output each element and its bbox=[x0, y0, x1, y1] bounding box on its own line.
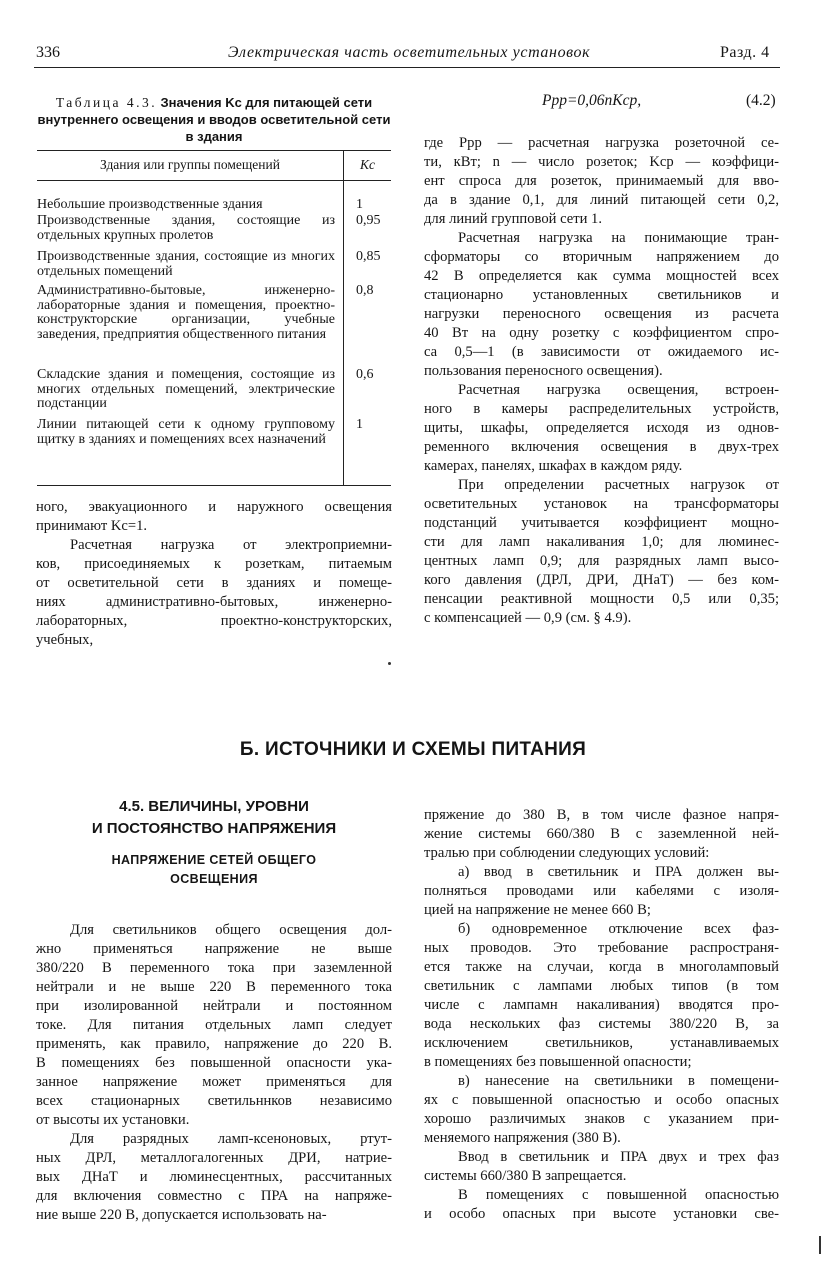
text-line: ременного включения освещения в двух-трех bbox=[424, 439, 779, 455]
table-top-rule bbox=[37, 150, 391, 151]
text-line: меняемого напряжения (380 В). bbox=[424, 1130, 621, 1146]
table-bottom-rule bbox=[37, 485, 391, 486]
text-line: исключением светильников, устанавливаемых bbox=[424, 1035, 779, 1051]
text-line: Ввод в светильник и ПРА двух и трех фаз bbox=[458, 1149, 779, 1165]
text-line: ного, эвакуационного и наружного освещения bbox=[36, 499, 392, 515]
text-line: да в здание 0,1, для линий питающей сети 0,2, bbox=[424, 192, 779, 208]
subsection-title-line: И ПОСТОЯНСТВО НАПРЯЖЕНИЯ bbox=[91, 820, 337, 837]
table-header-buildings: Здания или группы помещений bbox=[100, 157, 280, 172]
table-header-kc: Kс bbox=[360, 157, 375, 172]
text-line: ях с повышенной опасностью и особо опасных bbox=[424, 1092, 779, 1108]
text-line: ных ДРЛ, металлогалогенных ДРИ, натрие- bbox=[36, 1150, 392, 1166]
text-line: и особо опасных при высоте установки све- bbox=[424, 1206, 779, 1222]
text-line: При определении расчетных нагрузок от bbox=[458, 477, 779, 493]
table-header-rule bbox=[37, 180, 391, 181]
text-line: с компенсацией — 0,9 (см. § 4.9). bbox=[424, 610, 632, 626]
text-line: жно применяться напряжение не выше bbox=[36, 941, 392, 957]
table-caption-title: Значения Kс для питающей сети внутреннего освещения и вводов осветительной сети в здания bbox=[37, 95, 391, 144]
text-line: са 0,5—1 (в зависимости от ожидаемого ис- bbox=[424, 344, 779, 360]
print-speck bbox=[388, 662, 391, 665]
table-row bbox=[37, 284, 391, 342]
text-line: В помещениях без повышенной опасности ука- bbox=[36, 1055, 392, 1071]
coefficient-table bbox=[37, 150, 391, 486]
text-line: а) ввод в светильник и ПРА должен вы- bbox=[458, 864, 779, 880]
table-cell-value: 0,6 bbox=[356, 367, 374, 382]
table-cell-name: Складские здания и помещения, состоящие из многих отдельных помещений, электрические подстанции bbox=[37, 367, 335, 412]
text-line: токе. Для питания отдельных ламп следует bbox=[36, 1017, 392, 1033]
table-cell-name: Производственные здания, состоящие из многих отдельных помещений bbox=[37, 249, 335, 279]
text-line: вых ДНаТ и люминесцентных, рассчитанных bbox=[36, 1169, 392, 1185]
text-line: ент спроса для розеток, принимаемый для вво- bbox=[424, 173, 779, 189]
table-row bbox=[37, 198, 391, 213]
text-line: щиты, шкафы, определяется исходя из однов- bbox=[424, 420, 779, 436]
text-line: вода нескольких фаз системы 380/220 В, за bbox=[424, 1016, 779, 1032]
text-line: системы 660/380 В запрещается. bbox=[424, 1168, 627, 1184]
running-title: Электрическая часть осветительных установок bbox=[228, 44, 591, 61]
text-line: подстанций учитывается коэффициент мощно- bbox=[424, 515, 779, 531]
text-line: В помещениях с повышенной опасностью bbox=[458, 1187, 779, 1203]
text-line: полняться проводами или кабелями с изоля- bbox=[424, 883, 779, 899]
table-cell-value: 0,85 bbox=[356, 249, 381, 264]
right-top-text bbox=[424, 134, 779, 628]
subsection-title bbox=[36, 796, 392, 840]
text-line: Расчетная нагрузка от электроприемни- bbox=[70, 537, 392, 553]
text-line: лабораторных, проектно-конструкторских, bbox=[36, 613, 392, 629]
table-cell-value: 1 bbox=[356, 197, 363, 212]
text-line: ние выше 220 В, допускается использовать на- bbox=[36, 1207, 327, 1223]
text-line: пряжение до 380 В, в том числе фазное напря- bbox=[424, 807, 779, 823]
text-line: сформаторы со вторичным напряжением до bbox=[424, 249, 779, 265]
text-line: в) нанесение на светильники в помещени- bbox=[458, 1073, 779, 1089]
text-line: Расчетная нагрузка освещения, встроен- bbox=[458, 382, 779, 398]
table-caption bbox=[36, 94, 392, 145]
table-row bbox=[37, 250, 391, 279]
table-cell-name: Производственные здания, состоящие из отдельных крупных пролетов bbox=[37, 213, 335, 243]
text-line: применять, как правило, напряжение до 220 В. bbox=[36, 1036, 392, 1052]
subsection-subtitle-line: ОСВЕЩЕНИЯ bbox=[170, 872, 258, 886]
table-cell-value: 0,8 bbox=[356, 283, 374, 298]
text-line: от высоты их установки. bbox=[36, 1112, 190, 1128]
text-line: ется также на случаи, когда в многоламповый bbox=[424, 959, 779, 975]
text-line: жение системы 660/380 В с заземленной ней- bbox=[424, 826, 779, 842]
text-line: светильник с лампами любых типов (в том bbox=[424, 978, 779, 994]
formula-expression: Pрр=0,06nKср, bbox=[542, 92, 642, 109]
text-line: ного в камеры распределительных устройств, bbox=[424, 401, 779, 417]
text-line: от осветительной сети в зданиях и помеще- bbox=[36, 575, 392, 591]
text-line: ков, присоединяемых к розеткам, питаемым bbox=[36, 556, 392, 572]
text-line: учебных, bbox=[36, 632, 94, 648]
text-line: 380/220 В переменного тока при заземленной bbox=[36, 960, 392, 976]
text-line: числе с лампамн накаливания) вводятся про- bbox=[424, 997, 779, 1013]
text-line: занное напряжение может применяться для bbox=[36, 1074, 392, 1090]
text-line: для линий групповой сети 1. bbox=[424, 211, 603, 227]
subsection-subtitle-line: НАПРЯЖЕНИЕ СЕТЕЙ ОБЩЕГО bbox=[111, 853, 317, 867]
text-line: ниях административно-бытовых, инженерно- bbox=[36, 594, 392, 610]
table-cell-name: Административно-бытовые, инженерно-лабораторные здания и помещения, проектно-конструкторские организации, учебные заведения, предприятия общественного питания bbox=[37, 283, 335, 342]
text-line: нагрузки переносного освещения из расчета bbox=[424, 306, 779, 322]
text-line: Для разрядных ламп-ксеноновых, ртут- bbox=[70, 1131, 392, 1147]
right-bottom-text bbox=[424, 806, 779, 1224]
subsection-subtitle bbox=[36, 851, 392, 889]
text-line: хорошо различимых знаков с указанием при- bbox=[424, 1111, 779, 1127]
text-line: сти для ламп накаливания 1,0; для люминес- bbox=[424, 534, 779, 550]
left-bottom-text bbox=[36, 921, 392, 1225]
text-line: ных проводов. Это требование распространя- bbox=[424, 940, 779, 956]
table-cell-name: Линии питающей сети к одному групповому щитку в зданиях и помещениях всех назначений bbox=[37, 417, 335, 447]
table-row bbox=[37, 214, 391, 243]
header-rule bbox=[34, 67, 780, 68]
page-edge-mark bbox=[819, 1236, 821, 1254]
text-line: где Pрр — расчетная нагрузка розеточной се- bbox=[424, 135, 779, 151]
text-line: всех стационарных светильннков независимо bbox=[36, 1093, 392, 1109]
table-cell-value: 1 bbox=[356, 417, 363, 432]
text-line: Расчетная нагрузка на понимающие тран- bbox=[458, 230, 779, 246]
text-line: ти, кВт; n — число розеток; Kср — коэффици- bbox=[424, 154, 779, 170]
text-line: пенсации реактивной мощности 0,5 или 0,35; bbox=[424, 591, 779, 607]
text-line: принимают Kс=1. bbox=[36, 518, 148, 534]
text-line: стационарно установленных светильников и bbox=[424, 287, 779, 303]
text-line: в помещениях без повышенной опасности; bbox=[424, 1054, 692, 1070]
left-top-text bbox=[36, 498, 392, 650]
formula-number: (4.2) bbox=[746, 92, 776, 109]
section-label: Разд. 4 bbox=[720, 44, 770, 61]
text-line: кого давления (ДРЛ, ДРИ, ДНаТ) — без ком- bbox=[424, 572, 779, 588]
text-line: тралью при соблюдении следующих условий: bbox=[424, 845, 710, 861]
text-line: цией на напряжение не менее 660 В; bbox=[424, 902, 651, 918]
text-line: пользования переносного освещения). bbox=[424, 363, 663, 379]
table-row bbox=[37, 418, 391, 447]
subsection-title-line: 4.5. ВЕЛИЧИНЫ, УРОВНИ bbox=[119, 798, 309, 815]
text-line: при изолированной нейтрали и постоянном bbox=[36, 998, 392, 1014]
text-line: камерах, панелях, шкафах в каждом ряду. bbox=[424, 458, 683, 474]
table-caption-lead: Таблица 4.3. bbox=[55, 95, 158, 110]
table-row bbox=[37, 368, 391, 412]
text-line: б) одновременное отключение всех фаз- bbox=[458, 921, 779, 937]
table-cell-value: 0,95 bbox=[356, 213, 381, 228]
table-cell-name: Небольшие производственные здания bbox=[37, 197, 263, 212]
page-number: 336 bbox=[36, 44, 60, 61]
text-line: нейтрали и не выше 220 В переменного тока bbox=[36, 979, 392, 995]
section-heading: Б. ИСТОЧНИКИ И СХЕМЫ ПИТАНИЯ bbox=[239, 739, 587, 760]
text-line: осветительных установок на трансформаторы bbox=[424, 496, 779, 512]
text-line: для включения совместно с ПРА на напряже- bbox=[36, 1188, 392, 1204]
text-line: 40 Вт на одну розетку с коэффициентом спро- bbox=[424, 325, 779, 341]
text-line: центных ламп 0,9; для разрядных ламп высо- bbox=[424, 553, 779, 569]
text-line: 42 В определяется как сумма мощностей всех bbox=[424, 268, 779, 284]
text-line: Для светильников общего освещения дол- bbox=[70, 922, 392, 938]
